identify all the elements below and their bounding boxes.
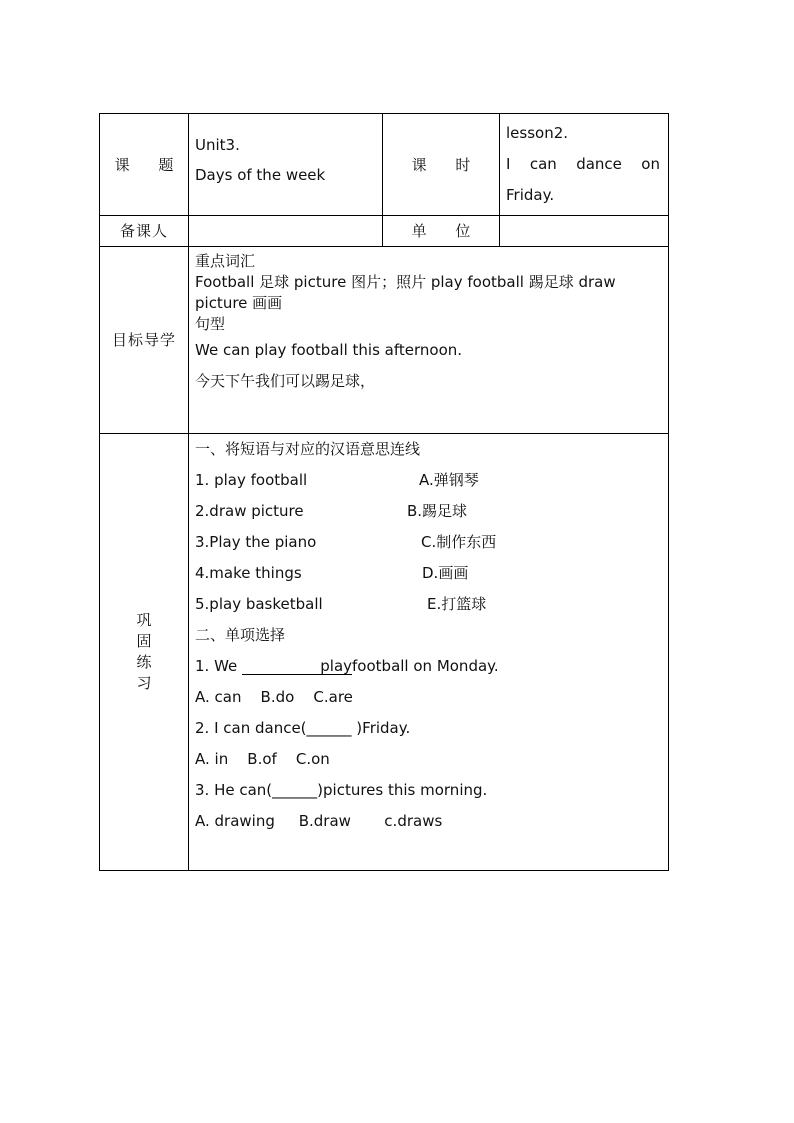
practice-label-char: 练 [136,653,152,671]
question-1-blank [242,658,352,675]
preparer-label: 备课人 [100,216,189,247]
matching-right: C.制作东西 [421,533,497,551]
unit-number: Unit3. [195,136,240,154]
section1-title: 一、将短语与对应的汉语意思连线 [195,440,421,458]
unit-title: Days of the week [195,166,326,184]
question-3-options: A. drawing B.draw c.draws [195,812,443,830]
matching-item [195,589,662,620]
practice-label-char: 习 [136,674,152,692]
practice-row [100,434,669,871]
goals-row [100,247,669,434]
pattern-heading: 句型 [195,315,226,333]
question-1-prefix: 1. We [195,657,243,675]
matching-right: A.弹钢琴 [419,471,479,489]
preparer-row [100,216,669,247]
vocab-line-2: picture 画画 [195,294,283,312]
question-1-answer: play [320,657,353,675]
lesson-cell [500,114,669,216]
question-1 [195,651,662,682]
matching-left: 1. play football [195,471,308,489]
matching-left: 4.make things [195,564,302,582]
practice-label [100,434,189,871]
goals-label: 目标导学 [100,247,189,434]
matching-left: 3.Play the piano [195,533,317,551]
question-3: 3. He can(______)pictures this morning. [195,781,488,799]
practice-content [189,434,669,871]
practice-label-char: 巩 [136,611,152,629]
unit-org-value [500,216,669,247]
lesson-number: lesson2. [506,124,569,142]
unit-cell [189,114,383,216]
unit-org-label: 单 位 [383,216,500,247]
matching-item [195,465,662,496]
question-1-options: A. can B.do C.are [195,688,353,706]
pattern-english: We can play football this afternoon. [195,341,463,359]
goals-content [189,247,669,434]
matching-item [195,527,662,558]
practice-label-char: 固 [136,632,152,650]
topic-label: 课 题 [100,114,189,216]
vocab-heading: 重点词汇 [195,252,256,270]
header-row [100,114,669,216]
matching-right: D.画画 [422,564,469,582]
question-2-options: A. in B.of C.on [195,750,330,768]
section2-title: 二、单项选择 [195,626,286,644]
matching-left: 2.draw picture [195,502,304,520]
matching-left: 5.play basketball [195,595,323,613]
matching-right: B.踢足球 [407,502,468,520]
lesson-plan-table [99,113,669,871]
preparer-value [189,216,383,247]
question-1-suffix: football on Monday. [352,657,499,675]
lesson-title: I can dance on Friday. [506,155,660,204]
matching-item [195,558,662,589]
period-label: 课 时 [383,114,500,216]
matching-right: E.打篮球 [427,595,487,613]
matching-item [195,496,662,527]
pattern-chinese: 今天下午我们可以踢足球， [195,372,376,390]
vocab-line-1: Football 足球 picture 图片；照片 play football 踢足球 draw [195,273,616,291]
question-2: 2. I can dance(______ )Friday. [195,719,411,737]
